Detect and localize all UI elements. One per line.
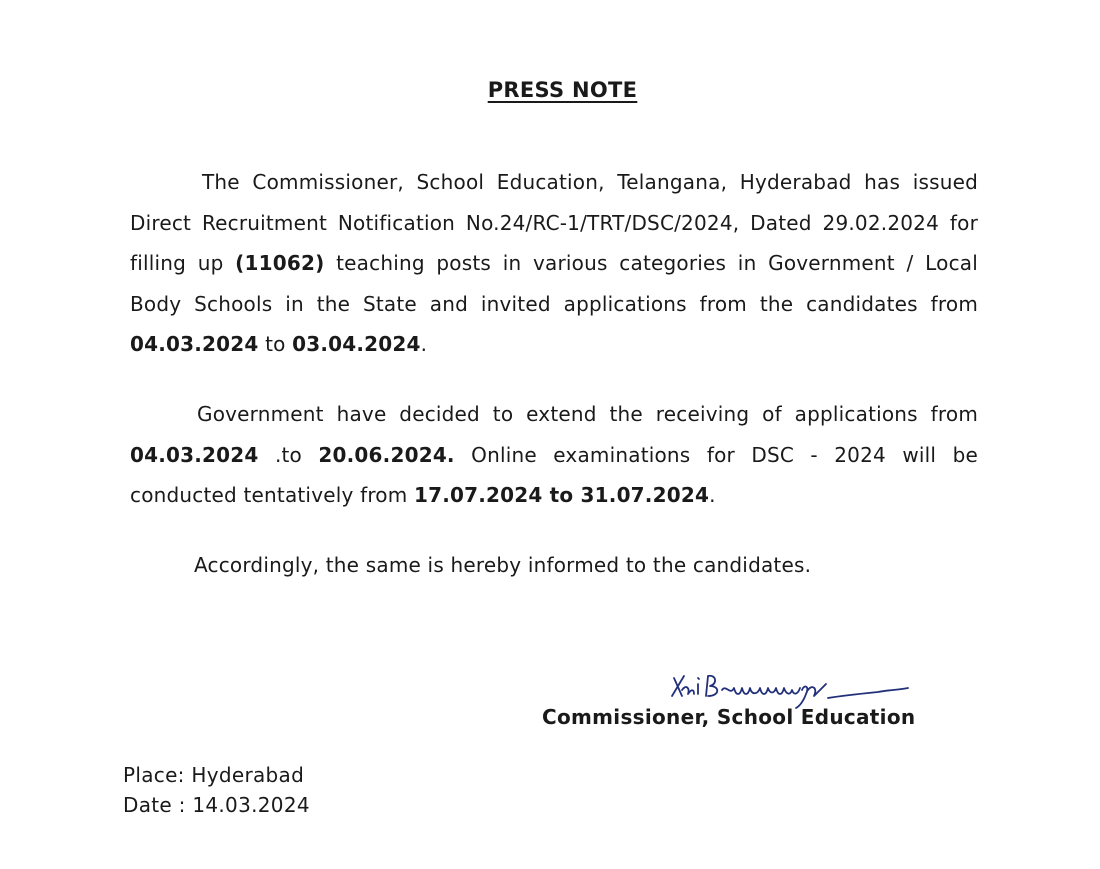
p1-end-date: 03.04.2024	[292, 332, 421, 356]
p1-text-2: teaching posts in various categories in Government / Local Body Schools in the State and invited applications from the candidates from	[130, 251, 978, 316]
p2-text-3: Online examinations for DSC - 2024 will be conducted tentatively from	[130, 442, 979, 507]
paragraph-extension	[130, 394, 978, 516]
signatory-title: Commissioner, School Education	[542, 705, 916, 729]
signature-stroke	[828, 688, 908, 698]
p2-text-1: Government have decided to extend the receiving of applications from	[197, 402, 978, 426]
p2-text-2: .to	[258, 442, 319, 467]
p1-start-date: 04.03.2024	[130, 332, 259, 356]
p2-exam-dates: 17.07.2024 to 31.07.2024	[413, 483, 710, 507]
p2-from-date: 04.03.2024	[130, 442, 259, 467]
p1-text-3: to	[258, 332, 293, 356]
paragraph-closing: Accordingly, the same is hereby informed to the candidates.	[194, 553, 812, 577]
place-line: Place: Hyderabad	[123, 763, 305, 787]
p1-text-4: .	[420, 332, 428, 356]
p2-text-4: .	[709, 483, 716, 507]
signature-stroke	[722, 688, 800, 694]
paragraph-notification	[130, 162, 978, 365]
p1-posts-count: (11062)	[235, 251, 325, 275]
date-line: Date : 14.03.2024	[123, 793, 310, 817]
page-title: PRESS NOTE	[487, 78, 638, 102]
signature-stroke	[672, 676, 699, 696]
p2-to-date: 20.06.2024.	[318, 442, 455, 467]
signature-image	[668, 666, 913, 710]
signature-stroke	[706, 676, 717, 696]
p1-text-1: The Commissioner, School Education, Telangana, Hyderabad has issued Direct Recruitment Notification No.24/RC-1/TRT/DSC/2024, Dated 29.02.2024 for filling up	[130, 170, 978, 275]
